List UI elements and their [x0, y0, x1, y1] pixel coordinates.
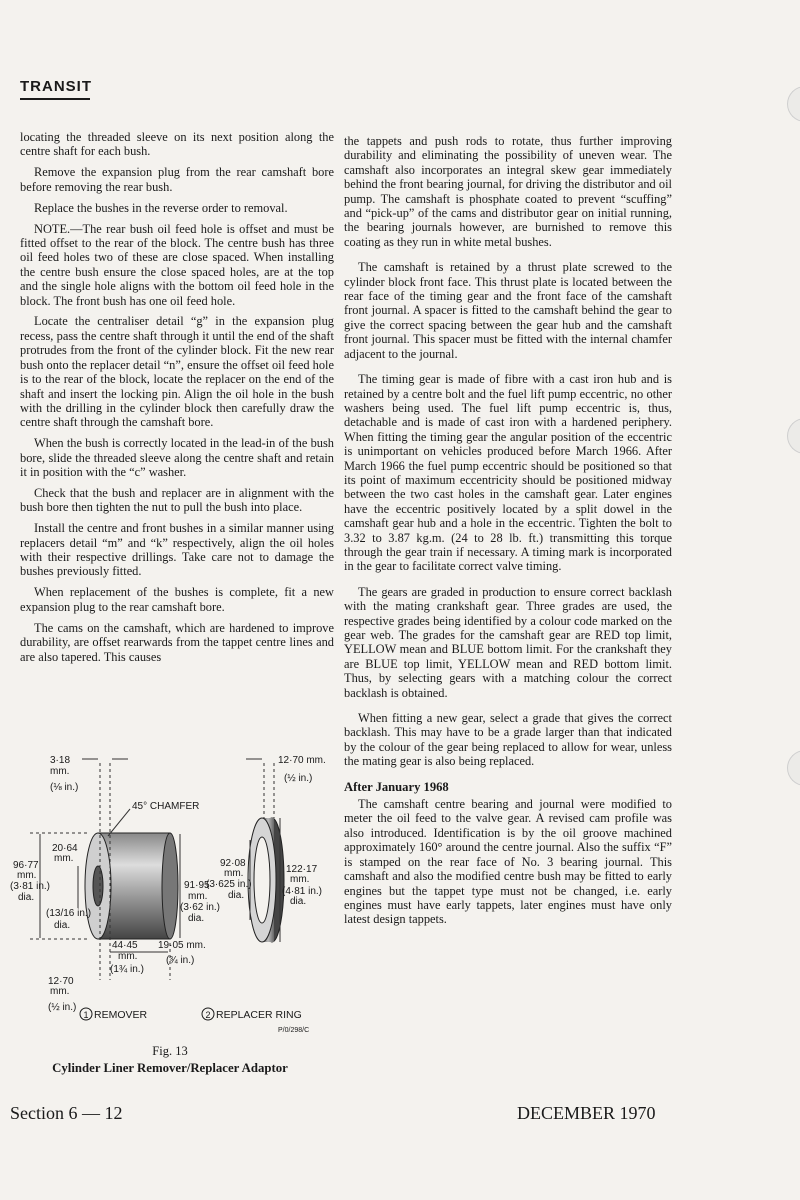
label-4445: 44·45 — [112, 940, 138, 951]
label-1905: 19·05 mm. — [158, 940, 206, 951]
label-9677-unit: mm. — [17, 870, 37, 881]
right-paragraph-3: The timing gear is made of fibre with a cast iron hub and is retained by a centre bolt and the fuel lift pump eccentric, no other washers being used. The fuel lift pump eccentric is, thus, detachable and is made of cast iron with a hardened periphery. When fitting the timing gear the angular position of the eccentric is unimportant on vehicles produced before March 1966. After March 1966 the fuel pump eccentric should be positioned so that its point of maximum eccentricity should be positioned midway between the two cast holes in the camshaft gear. Later engines have the eccentric positively located by a split dowel in the camshaft gear hub and a hole in the eccentric. Tighten the bolt to 3.32 to 3.87 kg.m. (24 to 28 lb. ft.) transmitting this torque through the gear train if necessary. A timing mark is incorporated in the gear to facilitate correct valve timing. — [344, 372, 672, 574]
left-paragraph-3: Replace the bushes in the reverse order to removal. — [34, 200, 288, 215]
label-1270-bot-in: (½ in.) — [48, 1002, 77, 1013]
label-2064-dia: dia. — [54, 920, 71, 931]
left-paragraph-7: Check that the bush and replacer are in alignment with the bush bore then tighten the nut to pull the bush into place. — [20, 485, 334, 515]
left-paragraph-8: Install the centre and front bushes in a similar manner using replacers detail “m” and “k” respectively, align the oil holes with their respective drillings. Take care not to damage the bushes previously fitted. — [20, 521, 334, 579]
label-9208-unit: mm. — [224, 868, 244, 879]
label-12217-unit: mm. — [290, 874, 310, 885]
label-1270-bot-unit: mm. — [50, 986, 70, 997]
label-9195-dia: dia. — [188, 913, 205, 924]
section-heading: After January 1968 — [344, 779, 449, 794]
left-paragraph-10: The cams on the camshaft, which are hardened to improve durability, are offset rearwards from the tappet centre lines and are also tapered. This causes — [20, 620, 334, 664]
right-column — [344, 134, 672, 938]
label-1270-top-in: (½ in.) — [284, 773, 313, 784]
right-paragraph-1: the tappets and push rods to rotate, thus further improving durability and eliminating the possibility of uneven wear. The camshaft also incorporates an integral skew gear immediately behind the front bearing journal, for driving the distributor and oil pump. The camshaft is phosphate coated to prevent “scuffing” and “pick-up” of the cams and distributor gear on initial running, the bearing journals however, are burnished to remove this coating as they run in white metal bushes. — [344, 134, 672, 249]
label-2064-unit: mm. — [54, 853, 74, 864]
left-column — [20, 130, 334, 670]
figure-number: Fig. 13 — [152, 1044, 188, 1058]
footer-section: Section 6 — 12 — [10, 1103, 123, 1123]
figure-ref: P/0/298/C — [278, 1027, 310, 1034]
label-1270-top: 12·70 mm. — [278, 755, 326, 766]
label-12217-dia: dia. — [290, 896, 307, 907]
punch-hole-2 — [787, 418, 800, 454]
figure — [10, 748, 330, 1078]
label-replacer-ring: REPLACER RING — [216, 1009, 302, 1021]
left-paragraph-4: NOTE.—The rear bush oil feed hole is offset and must be fitted offset to the rear of the block. The centre bush has three oil feed holes two of these are close spaced. When installing the centre bush ensure the close spaced holes, are at the top and the single hole aligns with the bottom oil feed hole in the block. The front bush has one oil feed hole. — [20, 221, 334, 308]
label-2064: 20·64 — [52, 843, 78, 854]
label-4445-unit: mm. — [118, 951, 138, 962]
label-1270-bot: 12·70 — [48, 976, 74, 987]
label-remover: REMOVER — [94, 1009, 148, 1021]
label-318-in: (⅛ in.) — [50, 782, 79, 793]
header-rule — [20, 98, 90, 100]
replacer-ring-drawing — [246, 759, 284, 942]
label-9677-dia: dia. — [18, 892, 35, 903]
part-2-number: 2 — [205, 1010, 211, 1020]
left-paragraph-1: locating the threaded sleeve on its next position along the centre shaft for each bush. — [20, 130, 334, 159]
left-paragraph-9: When replacement of the bushes is complete, fit a new expansion plug to the rear camshaft bore. — [20, 585, 334, 614]
left-paragraph-5: Locate the centraliser detail “g” in the expansion plug recess, pass the centre shaft through it until the end of the shaft protrudes from the front of the cylinder block. Fit the new rear bush onto the replacer detail “n”, ensure the offset oil feed hole is to the rear of the block, locate the replacer on the end of the shaft and insert the locking pin. Align the oil hole in the bush with the drilling in the cylinder block then carefully draw the centre shaft through the camshaft bore. — [20, 314, 334, 430]
label-12217-in: (4·81 in.) — [282, 886, 323, 897]
punch-hole-3 — [787, 750, 800, 786]
label-318: 3·18 — [50, 755, 71, 766]
left-paragraph-2: Remove the expansion plug from the rear camshaft bore before removing the rear bush. — [20, 165, 334, 194]
label-9208: 92·08 — [220, 858, 246, 869]
part-1-number: 1 — [83, 1010, 89, 1020]
label-1905-in: (¾ in.) — [166, 955, 195, 966]
right-paragraph-6: The camshaft centre bearing and journal were modified to meter the oil feed to the valve gear. A revised cam profile was also introduced. Identification is by the oil groove machined approximately 160° around the centre journal. Also the suffix “F” is stamped on the rear face of No. 3 bearing journal. This camshaft and also the modified centre bush may be fitted to early engines but the tappet type must not be changed, i.e. early engines must have early tappets, later engines must have only latest design tappets. — [344, 797, 672, 927]
label-9208-dia: dia. — [228, 890, 245, 901]
label-9195-unit: mm. — [188, 891, 208, 902]
label-2064-in: (13/16 in.) — [46, 908, 92, 919]
label-9195-in: (3·62 in.) — [180, 902, 221, 913]
label-12217: 122·17 — [286, 864, 318, 875]
right-paragraph-5: When fitting a new gear, select a grade that gives the correct backlash. This may have to be a grade larger than that indicated by the colour of the gear being replaced to allow for wear, unless the mating gear is also being replaced. — [344, 711, 672, 769]
label-318-unit: mm. — [50, 766, 70, 777]
label-9208-in: (3·625 in.) — [206, 879, 252, 890]
label-9677: 96·77 — [13, 860, 39, 871]
header-title: TRANSIT — [20, 78, 92, 95]
label-4445-in: (1¾ in.) — [110, 964, 144, 975]
right-paragraph-4: The gears are graded in production to ensure correct backlash with the mating crankshaft gear. Three grades are used, the respective grades being identified by a colour code marked on the gear web. The grades for the camshaft gear are RED top limit, YELLOW mean and BLUE bottom limit. For the crankshaft they are BLUE top limit, YELLOW mean and RED bottom limit. Thus, by selecting gears with a matching colour the correct backlash is obtained. — [344, 584, 672, 700]
label-9195: 91·95 — [184, 880, 210, 891]
right-paragraph-2: The camshaft is retained by a thrust plate screwed to the cylinder block front face. This thrust plate is located between the rear face of the timing gear and the front face of the camshaft front journal. A spacer is fitted to the camshaft behind the gear to give the correct spacing between the gear hub and the camshaft front journal. This spacer must be fitted with the internal chamfer adjacent to the journal. — [344, 260, 672, 361]
figure-drawing — [10, 748, 330, 1040]
label-9677-in: (3·81 in.) — [10, 881, 51, 892]
figure-caption: Cylinder Liner Remover/Replacer Adaptor — [52, 1061, 288, 1075]
label-chamfer: 45° CHAMFER — [132, 801, 200, 812]
footer-date: DECEMBER 1970 — [517, 1103, 656, 1123]
punch-hole-1 — [787, 86, 800, 122]
left-paragraph-6: When the bush is correctly located in the lead-in of the bush bore, slide the threaded sleeve along the centre shaft and retain it in position with the “c” washer. — [20, 436, 334, 480]
